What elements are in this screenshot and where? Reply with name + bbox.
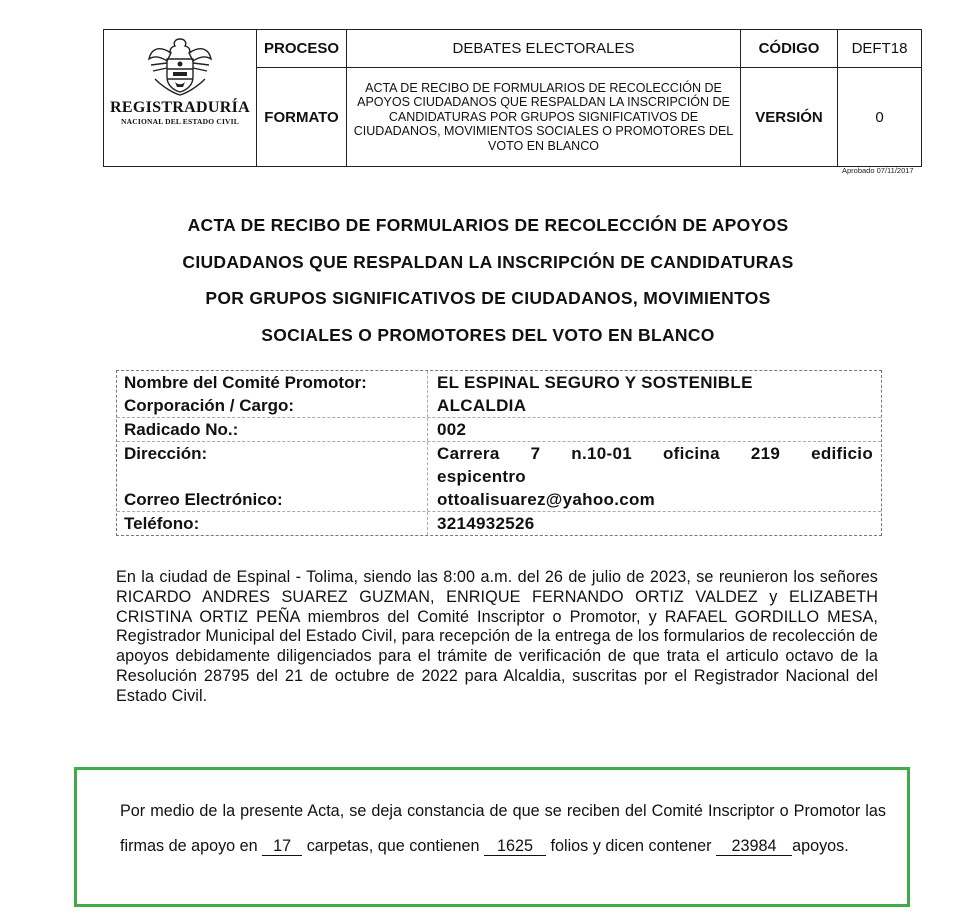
receipt-part-3: folios y dicen contener [550,837,712,855]
format-label: FORMATO [257,68,347,167]
version-label: VERSIÓN [741,68,838,167]
code-value: DEFT18 [838,30,922,68]
document-title [100,207,876,353]
title-line: SOCIALES O PROMOTORES DEL VOTO EN BLANCO [261,324,715,345]
logo-subtitle: NACIONAL DEL ESTADO CIVIL [120,117,239,126]
corporation-value: ALCALDIA [437,396,527,415]
code-label: CÓDIGO [741,30,838,68]
version-value: 0 [838,68,922,167]
header-table [103,29,922,167]
receipt-part-1: Por medio de la presente Acta, se deja constancia de que se reciben del Comité Inscriptor o Promotor las firmas de apoyo en [120,802,886,855]
filed-row [117,418,881,442]
email-value[interactable]: ottoalisuarez@yahoo.com [437,490,656,509]
approved-date: Aprobado 07/11/2017 [842,166,914,175]
receipt-part-2: carpetas, que contienen [306,837,480,855]
receipt-part-4: apoyos. [792,837,849,855]
logo-cell [104,30,257,167]
title-line: POR GRUPOS SIGNIFICATIVOS DE CIUDADANOS, MOVIMIENTOS [205,288,771,308]
meeting-paragraph: En la ciudad de Espinal - Tolima, siendo las 8:00 a.m. del 26 de julio de 2023, se reunieron los señores RICARDO ANDRES SUAREZ GUZMAN, ENRIQUE FERNANDO ORTIZ VALDEZ y ELIZABETH CRISTINA ORTIZ PEÑA miembros del Comité Inscriptor o Promotor, y RAFAEL GORDILLO MESA, Registrador Municipal del Estado Civil, para recepción de la entrega de los formularios de recolección de apoyos debidamente diligenciados para el trámite de verificación de que trata el articulo octavo de la Resolución 28795 del 21 de octubre de 2022 para Alcaldia, suscritas por el Registrador Nacional del Estado Civil. [116,568,878,705]
receipt-box [74,767,910,907]
phone-label: Teléfono: [117,512,428,535]
corporation-label: Corporación / Cargo: [124,396,295,415]
title-line: ACTA DE RECIBO DE FORMULARIOS DE RECOLECCIÓN DE APOYOS [187,215,789,235]
title-line: CIUDADANOS QUE RESPALDAN LA INSCRIPCIÓN DE CANDIDATURAS [182,251,794,272]
supports-count: 23984 [716,837,792,856]
pages-count: 1625 [484,837,546,856]
filed-value: 002 [437,420,467,439]
committee-label: Nombre del Comité Promotor: [124,373,367,392]
logo-title: REGISTRADURÍA [110,99,250,116]
address-line-2: espicentro [437,467,526,486]
receipt-text [120,794,886,864]
phone-row [117,512,881,535]
phone-value: 3214932526 [437,514,535,533]
filed-label: Radicado No.: [117,418,428,441]
committee-row [117,371,881,418]
address-line-1: Carrera 7 n.10-01 oficina 219 edificio [437,444,873,463]
format-value: ACTA DE RECIBO DE FORMULARIOS DE RECOLECCIÓN DE APOYOS CIUDADANOS QUE RESPALDAN LA INSCRIPCIÓN DE CANDIDATURAS POR GRUPOS SIGNIFICATIVOS DE CIUDADANOS, MOVIMIENTOS SOCIALES O PROMOTORES DEL VOTO EN BLANCO [347,68,741,167]
committee-value: EL ESPINAL SEGURO Y SOSTENIBLE [437,373,753,392]
coat-of-arms-icon [145,35,215,97]
process-label: PROCESO [257,30,347,68]
folders-count: 17 [262,837,302,856]
address-label: Dirección: [124,444,208,463]
committee-info-table [116,370,882,536]
registraduria-logo [104,35,256,171]
address-row [117,442,881,512]
process-value: DEBATES ELECTORALES [347,30,741,68]
email-label: Correo Electrónico: [124,490,283,509]
